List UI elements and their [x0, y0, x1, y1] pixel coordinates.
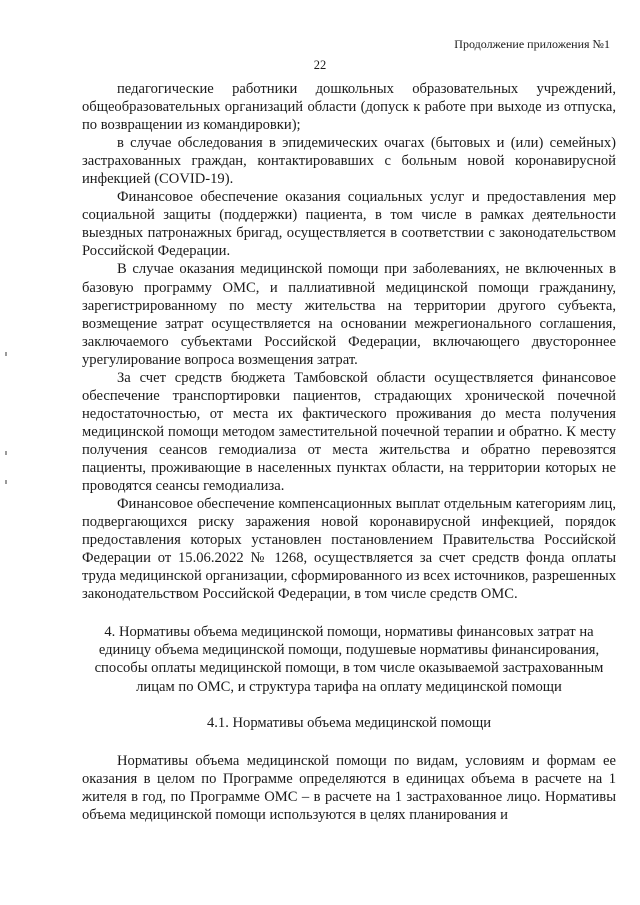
- section-heading: 4. Нормативы объема медицинской помощи, нормативы финансовых затрат на единицу объема медицинской помощи, подушевые нормативы финансирования, способы оплаты медицинской помощи, в том числе оказываемой застрахованным лицам по ОМС, и структура тарифа на оплату медицинской помощи: [94, 624, 604, 695]
- document-body: [82, 80, 616, 824]
- paragraph-1: педагогические работники дошкольных образовательных учреждений, общеобразовательных организаций области (допуск к работе при выходе из отпуска, по возвращении из командировки);: [82, 81, 616, 134]
- paragraph-3: Финансовое обеспечение оказания социальных услуг и предоставления мер социальной защиты (поддержки) пациента, в том числе в рамках деятельности выездных патронажных бригад, осуществляется в соответствии с законодательством Российской Федерации.: [82, 189, 616, 260]
- scan-edge-mark: [5, 480, 7, 484]
- scan-edge-mark: [5, 352, 7, 356]
- paragraph-5: За счет средств бюджета Тамбовской области осуществляется финансовое обеспечение транспортировки пациентов, страдающих хронической почечной недостаточностью, от места их фактического проживания до места получения медицинской помощи методом заместительной почечной терапии и обратно. К месту получения сеансов гемодиализа от места жительства и обратно перевозятся пациенты, проживающие в населенных пунктах области, на территории которых не проводятся сеансы гемодиализа.: [82, 369, 616, 495]
- page-number: 22: [313, 58, 327, 72]
- paragraph-7: Нормативы объема медицинской помощи по видам, условиям и формам ее оказания в целом по Программе определяются в единицах объема в расчете на 1 жителя в год, по Программе ОМС – в расчете на 1 застрахованное лицо. Нормативы объема медицинской помощи используются в целях планирования и: [82, 752, 616, 823]
- paragraph-2: в случае обследования в эпидемических очагах (бытовых и (или) семейных) застрахованных граждан, контактировавших с больным новой коронавирусной инфекцией (COVID-19).: [82, 135, 616, 188]
- paragraph-6: Финансовое обеспечение компенсационных выплат отдельным категориям лиц, подвергающихся риску заражения новой коронавирусной инфекцией, порядок предоставления которых установлен постановлением Правительства Российской Федерации от 15.06.2022 № 1268, осуществляется за счет средств фонда оплаты труда медицинской организации, сформированного из всех источников, разрешенных законодательством Российской Федерации, в том числе средств ОМС.: [82, 496, 616, 603]
- subsection-heading: 4.1. Нормативы объема медицинской помощи: [206, 714, 492, 731]
- scan-edge-mark: [5, 451, 7, 455]
- running-head: Продолжение приложения №1: [454, 37, 610, 51]
- paragraph-4: В случае оказания медицинской помощи при заболеваниях, не включенных в базовую программу ОМС, и паллиативной медицинской помощи гражданину, зарегистрированному по месту жительства на территории другого субъекта, возмещение затрат осуществляется на основании межрегионального соглашения, заключаемого субъектами Российской Федерации, включающего двустороннее урегулирование вопроса возмещения затрат.: [82, 261, 616, 368]
